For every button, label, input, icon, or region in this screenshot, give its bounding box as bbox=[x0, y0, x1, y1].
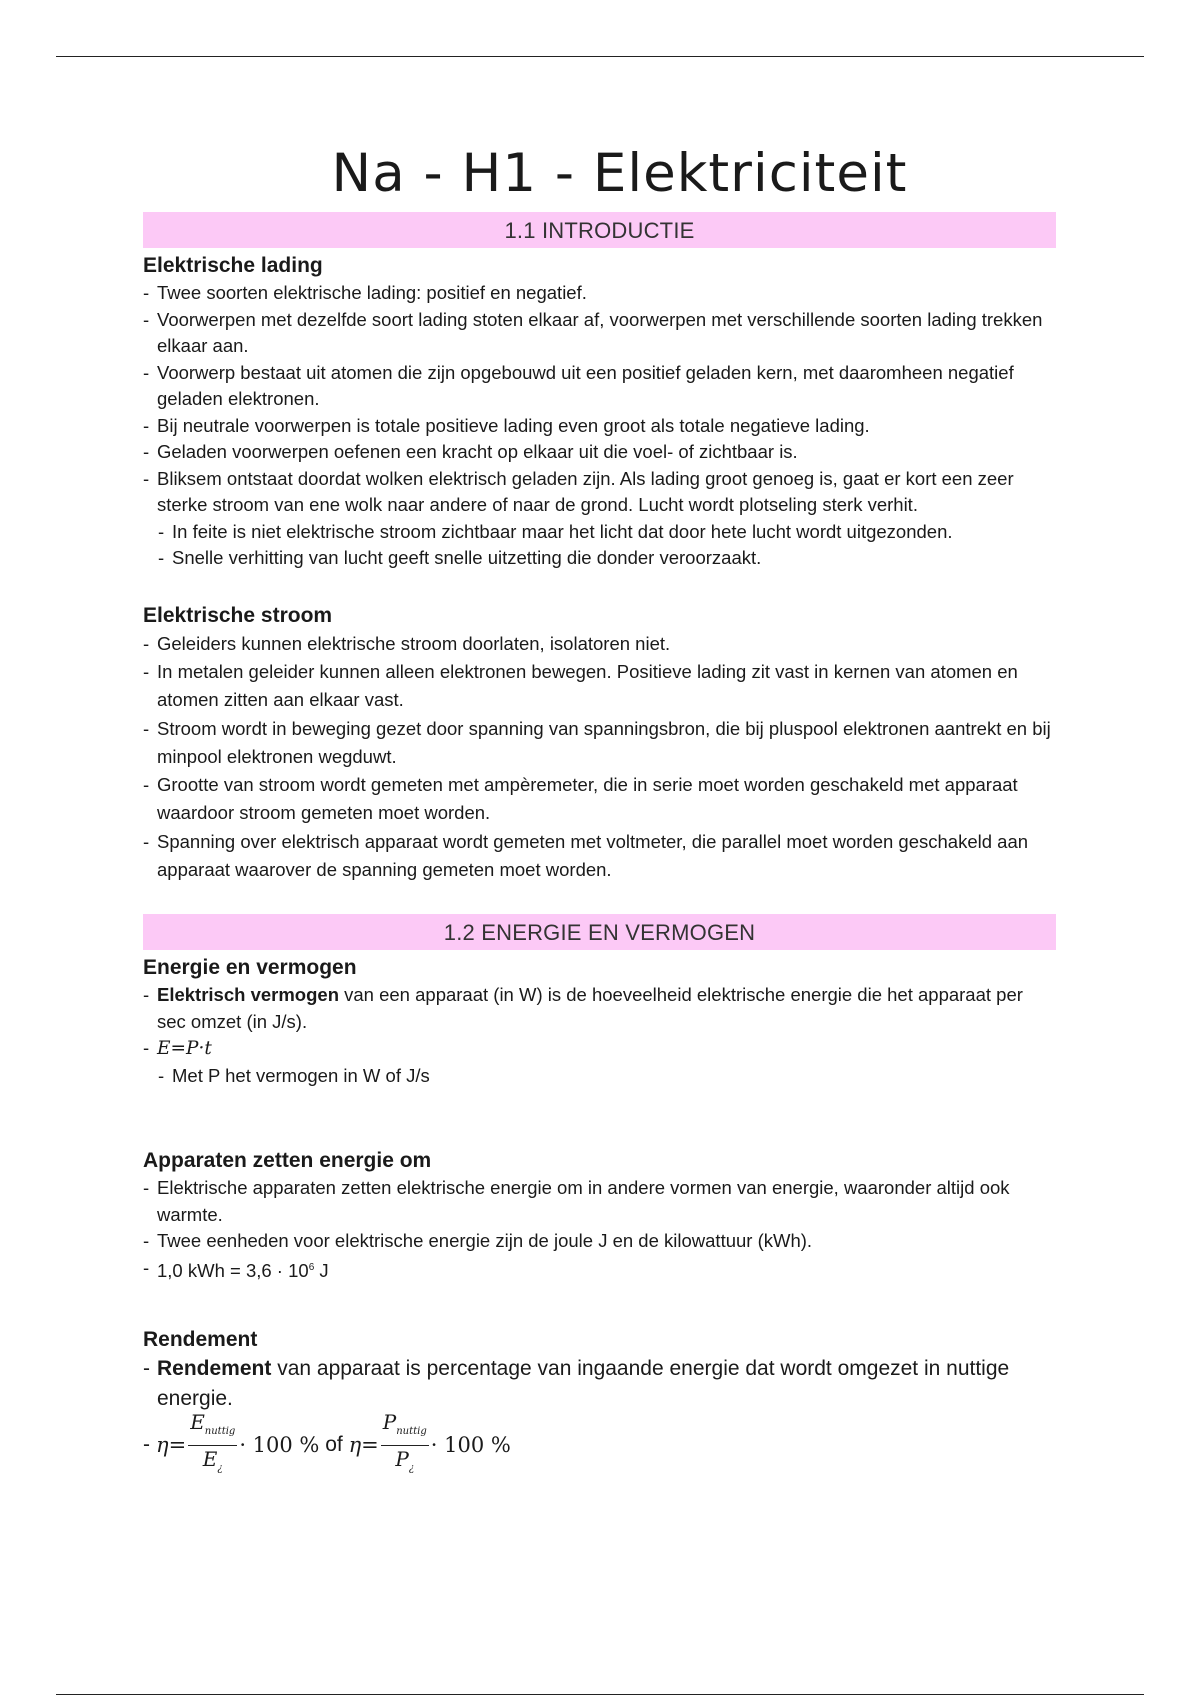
p-numerator-sub: nuttig bbox=[396, 1425, 427, 1437]
page-title: Na - H1 - Elektriciteit bbox=[331, 143, 908, 204]
list-item: - Spanning over elektrisch apparaat wordt gemeten met voltmeter, die parallel moet worden geschakeld aan apparaat waarover de spanning gemeten moet worden. bbox=[143, 828, 1056, 884]
fraction-energy bbox=[188, 1409, 237, 1482]
heading-elektrische-lading: Elektrische lading bbox=[143, 254, 323, 277]
heading-apparaten: Apparaten zetten energie om bbox=[143, 1149, 432, 1172]
list-item: - Twee eenheden voor elektrische energie zijn de joule J en de kilowattuur (kWh). bbox=[143, 1228, 1056, 1255]
list-item: - Bliksem ontstaat doordat wolken elektrisch geladen zijn. Als lading groot genoeg is, gaat er kort een zeer sterke stroom van ene wolk naar andere of naar de grond. Lucht wordt plotseling sterk verhit. bbox=[143, 466, 1056, 519]
e-numerator: E bbox=[190, 1409, 205, 1434]
list-item bbox=[143, 982, 1056, 1035]
section-band-introductie: 1.1 INTRODUCTIE bbox=[143, 212, 1056, 248]
eta-symbol: η= bbox=[156, 1433, 187, 1458]
list-item: - Twee soorten elektrische lading: positief en negatief. bbox=[143, 280, 1056, 307]
p-denominator-sub: ¿ bbox=[408, 1462, 415, 1474]
times-100-a: · 100 % bbox=[239, 1433, 320, 1458]
list-apparaten bbox=[143, 1175, 1056, 1284]
fraction-power bbox=[381, 1409, 429, 1482]
formula-energy: E=P·t bbox=[157, 1038, 212, 1059]
rendement-formula: - η= $\frac{E_{nuttig}}{E_¿}$ · 100 % of η= $\frac{P_{nuttig}}{P_¿}$ · 100 % bbox=[143, 1414, 1056, 1476]
e-denominator-sub: ¿ bbox=[217, 1462, 223, 1474]
kwh-exponent: 6 bbox=[308, 1261, 315, 1273]
sub-list-item: - In feite is niet elektrische stroom zichtbaar maar het licht dat door hete lucht wordt uitgezonden. bbox=[143, 519, 1056, 546]
list-item: - Stroom wordt in beweging gezet door spanning van spanningsbron, die bij pluspool elektronen aantrekt en bij minpool elektronen wegduwt. bbox=[143, 715, 1056, 771]
list-item: - Grootte van stroom wordt gemeten met ampèremeter, die in serie moet worden geschakeld met apparaat waardoor stroom gemeten moet worden. bbox=[143, 771, 1056, 827]
list-energie bbox=[143, 982, 1056, 1089]
list-item: - Geleiders kunnen elektrische stroom doorlaten, isolatoren niet. bbox=[143, 630, 1056, 658]
list-item: - Bij neutrale voorwerpen is totale positieve lading even groot als totale negatieve lading. bbox=[143, 413, 1056, 440]
list-item bbox=[143, 1354, 1056, 1414]
e-denominator: E bbox=[202, 1446, 218, 1471]
formula-item bbox=[143, 1035, 1056, 1063]
list-item bbox=[143, 1255, 1056, 1285]
p-denominator: P bbox=[395, 1446, 409, 1471]
list-lading bbox=[143, 280, 1056, 572]
section-band-energie: 1.2 ENERGIE EN VERMOGEN bbox=[143, 914, 1056, 950]
document-body bbox=[143, 140, 1056, 1476]
term-rendement: Rendement bbox=[157, 1357, 272, 1381]
definition-text: van een apparaat (in W) is de hoeveelheid elektrische energie die het apparaat per sec omzet (in J/s). bbox=[157, 984, 1023, 1032]
list-item: - Elektrische apparaten zetten elektrische energie om in andere vormen van energie, waaronder altijd ook warmte. bbox=[143, 1175, 1056, 1228]
p-numerator: P bbox=[382, 1409, 397, 1434]
heading-elektrische-stroom: Elektrische stroom bbox=[143, 603, 333, 627]
kwh-unit: J bbox=[314, 1259, 329, 1281]
list-stroom bbox=[143, 630, 1056, 884]
heading-energie-en-vermogen: Energie en vermogen bbox=[143, 956, 357, 979]
footer-rule bbox=[56, 1694, 1144, 1695]
definition-text: van apparaat is percentage van ingaande energie dat wordt omgezet in nuttige energie. bbox=[157, 1357, 1010, 1411]
list-item: - Voorwerpen met dezelfde soort lading stoten elkaar af, voorwerpen met verschillende soorten lading trekken elkaar aan. bbox=[143, 307, 1056, 360]
e-numerator-sub: nuttig bbox=[204, 1425, 236, 1437]
list-item: - Geladen voorwerpen oefenen een kracht op elkaar uit die voel- of zichtbaar is. bbox=[143, 439, 1056, 466]
list-item: - Voorwerp bestaat uit atomen die zijn opgebouwd uit een positief geladen kern, met daaromheen negatief geladen elektronen. bbox=[143, 360, 1056, 413]
times-100-b: · 100 % bbox=[430, 1433, 511, 1458]
heading-rendement: Rendement bbox=[143, 1328, 258, 1352]
eta-symbol-2: η= bbox=[348, 1433, 379, 1458]
sub-list-item: - Snelle verhitting van lucht geeft snelle uitzetting die donder veroorzaakt. bbox=[143, 545, 1056, 572]
header-rule bbox=[56, 56, 1144, 57]
list-item: - In metalen geleider kunnen alleen elektronen bewegen. Positieve lading zit vast in kernen van atomen en atomen zitten aan elkaar vast. bbox=[143, 658, 1056, 714]
of-text: of bbox=[319, 1433, 349, 1457]
kwh-prefix: 1,0 kWh = 3,6 · 10 bbox=[157, 1259, 309, 1281]
sub-list-item: - Met P het vermogen in W of J/s bbox=[143, 1063, 1056, 1090]
list-rendement bbox=[143, 1354, 1056, 1414]
term-elektrisch-vermogen: Elektrisch vermogen bbox=[157, 984, 339, 1005]
